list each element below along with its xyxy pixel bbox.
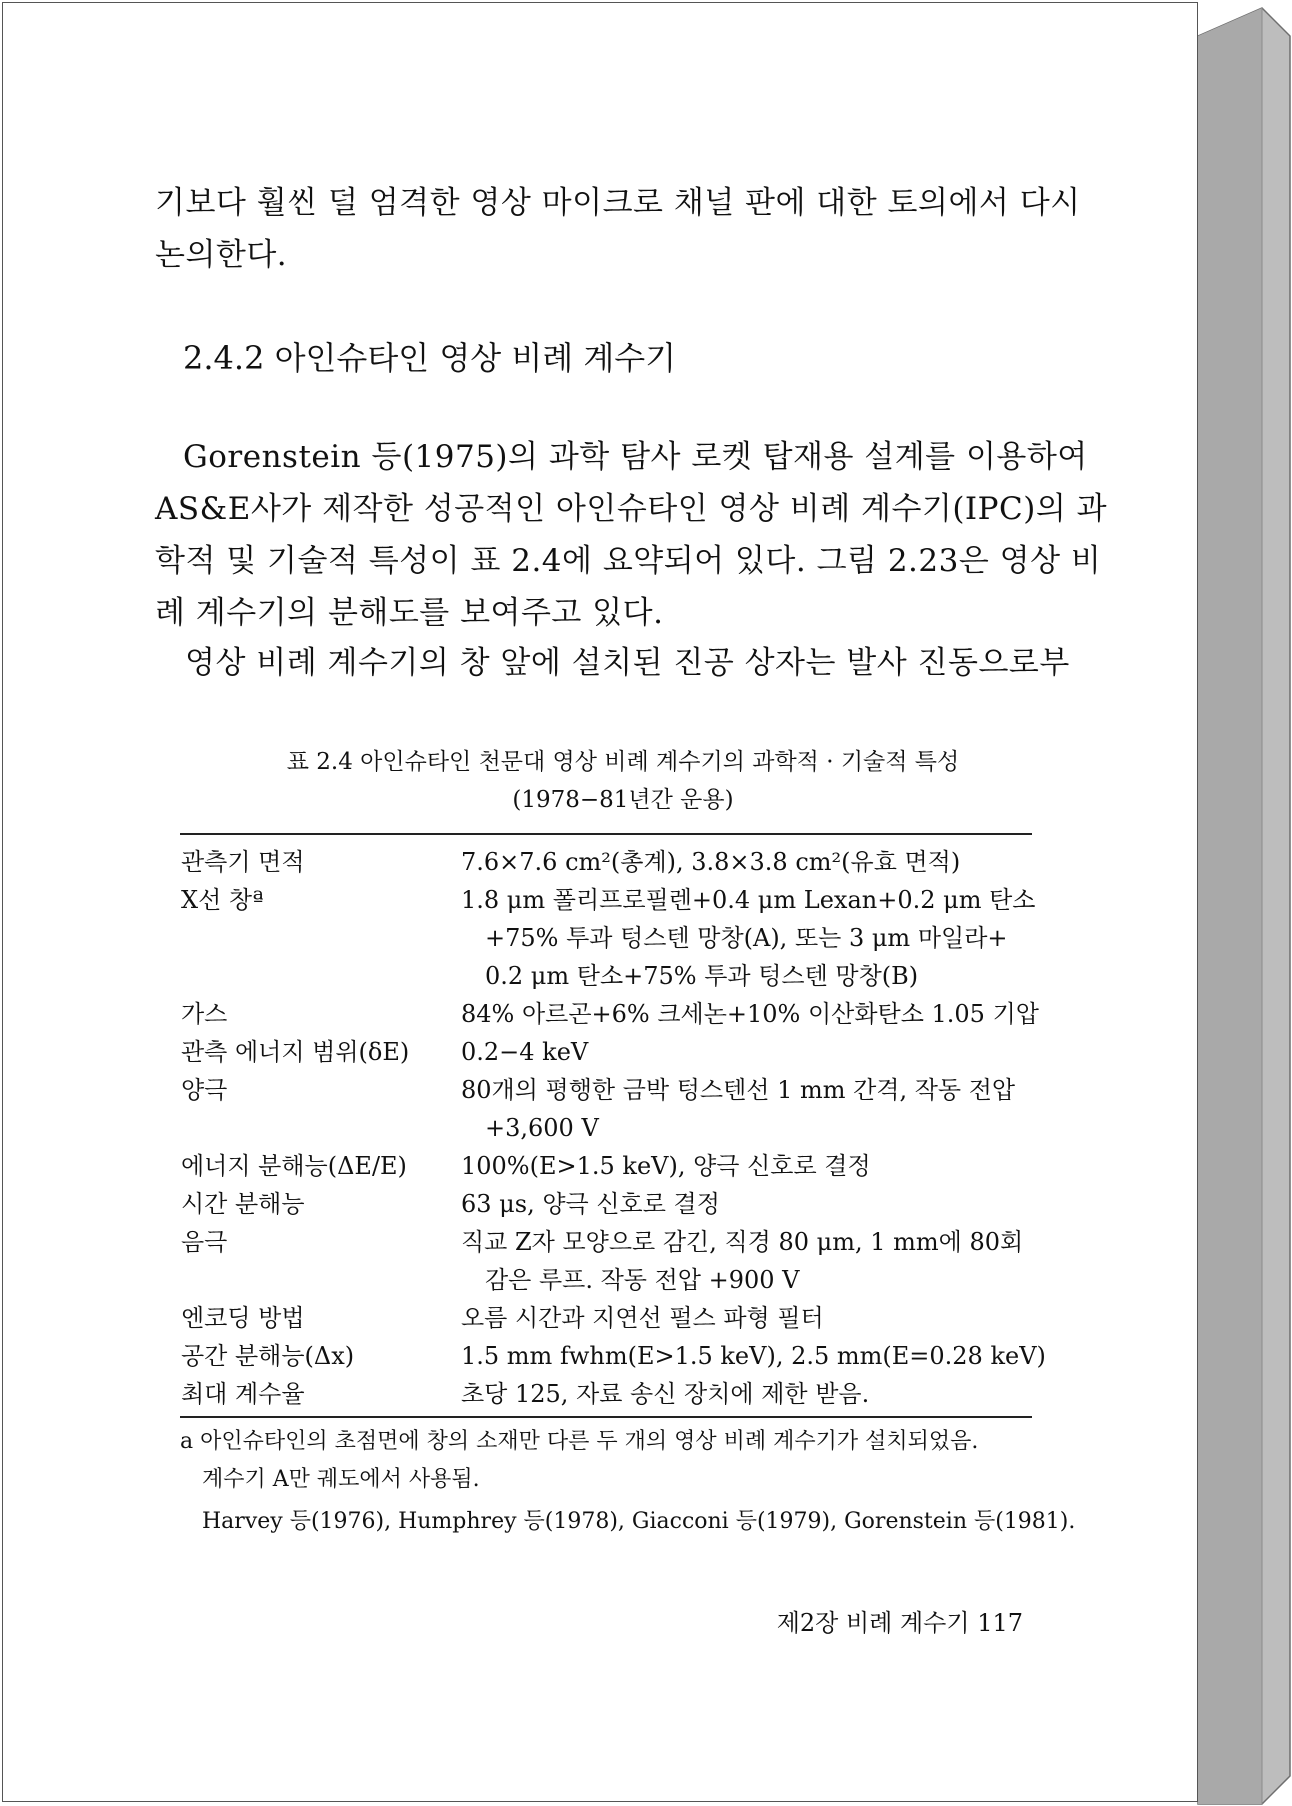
row-value-line: 1.5 mm fwhm(E>1.5 keV), 2.5 mm(E=0.28 keV) bbox=[461, 1342, 1046, 1370]
table-row bbox=[181, 1185, 1031, 1223]
row-value-line: +75% 투과 텅스텐 망창(A), 또는 3 μm 마일라+ bbox=[485, 924, 1008, 952]
row-value bbox=[461, 843, 1031, 881]
spec-table bbox=[181, 843, 1046, 1413]
section-heading: 2.4.2 아인슈타인 영상 비례 계수기 bbox=[183, 339, 677, 377]
para1-line-2: AS&E사가 제작한 성공적인 아인슈타인 영상 비례 계수기(IPC)의 과 bbox=[155, 491, 1108, 527]
row-value bbox=[461, 1337, 1046, 1375]
page-number: 117 bbox=[977, 1609, 1023, 1637]
row-value-line: +3,600 V bbox=[485, 1114, 599, 1142]
row-label: 최대 계수율 bbox=[181, 1380, 305, 1408]
intro-line-1: 기보다 훨씬 덜 엄격한 영상 마이크로 채널 판에 대한 토의에서 다시 bbox=[155, 185, 1081, 221]
row-label: 엔코딩 방법 bbox=[181, 1304, 305, 1332]
row-label: 시간 분해능 bbox=[181, 1190, 305, 1218]
table-references: Harvey 등(1976), Humphrey 등(1978), Giacconi 등(1979), Gorenstein 등(1981). bbox=[202, 1509, 1076, 1534]
intro-line-2: 논의한다. bbox=[155, 237, 288, 273]
table-row bbox=[181, 1147, 1031, 1185]
row-value-line: 63 μs, 양극 신호로 결정 bbox=[461, 1190, 720, 1218]
row-value-line: 감은 루프. 작동 전압 +900 V bbox=[485, 1266, 800, 1294]
para1-line-1: Gorenstein 등(1975)의 과학 탐사 로켓 탑재용 설계를 이용하여 bbox=[183, 439, 1088, 475]
page-footer bbox=[753, 1603, 1023, 1638]
row-label: 관측기 면적 bbox=[181, 848, 305, 876]
row-label: 양극 bbox=[181, 1076, 228, 1104]
row-label: 음극 bbox=[181, 1228, 228, 1256]
table-row bbox=[181, 1299, 1031, 1337]
row-value-line: 80개의 평행한 금박 텅스텐선 1 mm 간격, 작동 전압 bbox=[461, 1076, 1016, 1104]
para2-line-1: 영상 비례 계수기의 창 앞에 설치된 진공 상자는 발사 진동으로부 bbox=[185, 645, 1070, 681]
para1-line-3: 학적 및 기술적 특성이 표 2.4에 요약되어 있다. 그림 2.23은 영상 비 bbox=[155, 543, 1102, 579]
table-row bbox=[181, 1375, 1031, 1413]
table-caption-period: (1978−81년간 운용) bbox=[512, 787, 734, 813]
row-label: X선 창ª bbox=[181, 886, 264, 914]
row-value-line: 0.2 μm 탄소+75% 투과 텅스텐 망창(B) bbox=[485, 962, 919, 990]
table-caption bbox=[178, 743, 1068, 819]
row-label: 공간 분해능(Δx) bbox=[181, 1342, 355, 1370]
book-page bbox=[2, 2, 1198, 1802]
table-row bbox=[181, 881, 1036, 995]
row-value-line: 1.8 μm 폴리프로필렌+0.4 μm Lexan+0.2 μm 탄소 bbox=[461, 886, 1036, 914]
table-top-rule bbox=[180, 833, 1032, 835]
table-bottom-rule bbox=[180, 1416, 1032, 1418]
row-value bbox=[461, 1147, 1031, 1185]
table-footnotes bbox=[180, 1423, 1076, 1541]
row-value-line: 7.6×7.6 cm²(총계), 3.8×3.8 cm²(유효 면적) bbox=[461, 848, 961, 876]
row-label: 에너지 분해능(ΔE/E) bbox=[181, 1152, 407, 1180]
table-row bbox=[181, 1033, 1031, 1071]
table-caption-title: 표 2.4 아인슈타인 천문대 영상 비례 계수기의 과학적 · 기술적 특성 bbox=[286, 749, 960, 775]
body-paragraph-2 bbox=[155, 637, 1070, 689]
row-value bbox=[461, 1223, 1031, 1299]
row-value-line: 직교 Z자 모양으로 감긴, 직경 80 μm, 1 mm에 80회 bbox=[461, 1228, 1024, 1256]
body-paragraph-1 bbox=[155, 431, 1108, 639]
row-value bbox=[461, 1185, 1031, 1223]
row-label: 관측 에너지 범위(δE) bbox=[181, 1038, 410, 1066]
row-value-line: 84% 아르곤+6% 크세논+10% 이산화탄소 1.05 기압 bbox=[461, 1000, 1039, 1028]
row-value bbox=[461, 995, 1039, 1033]
row-value bbox=[461, 1033, 1031, 1071]
table-row bbox=[181, 1223, 1031, 1299]
row-value bbox=[461, 881, 1035, 995]
table-row bbox=[181, 843, 1031, 881]
para1-line-4: 례 계수기의 분해도를 보여주고 있다. bbox=[155, 595, 664, 631]
row-value-line: 초당 125, 자료 송신 장치에 제한 받음. bbox=[461, 1380, 870, 1408]
row-value bbox=[461, 1299, 1031, 1337]
footnote-a: a 아인슈타인의 초점면에 창의 소재만 다른 두 개의 영상 비례 계수기가 설치되었음. bbox=[180, 1429, 979, 1454]
row-value-line: 오름 시간과 지연선 펄스 파형 필터 bbox=[461, 1304, 824, 1332]
table-row bbox=[181, 1071, 1031, 1147]
chapter-label: 제2장 비례 계수기 bbox=[776, 1609, 970, 1637]
row-value bbox=[461, 1071, 1031, 1147]
row-value-line: 0.2−4 keV bbox=[461, 1038, 589, 1066]
footnote-a-continued: 계수기 A만 궤도에서 사용됨. bbox=[202, 1467, 480, 1492]
row-label: 가스 bbox=[181, 1000, 228, 1028]
intro-paragraph bbox=[155, 177, 1081, 281]
table-row bbox=[181, 995, 1039, 1033]
row-value-line: 100%(E>1.5 keV), 양극 신호로 결정 bbox=[461, 1152, 871, 1180]
table-row bbox=[181, 1337, 1046, 1375]
row-value bbox=[461, 1375, 1031, 1413]
